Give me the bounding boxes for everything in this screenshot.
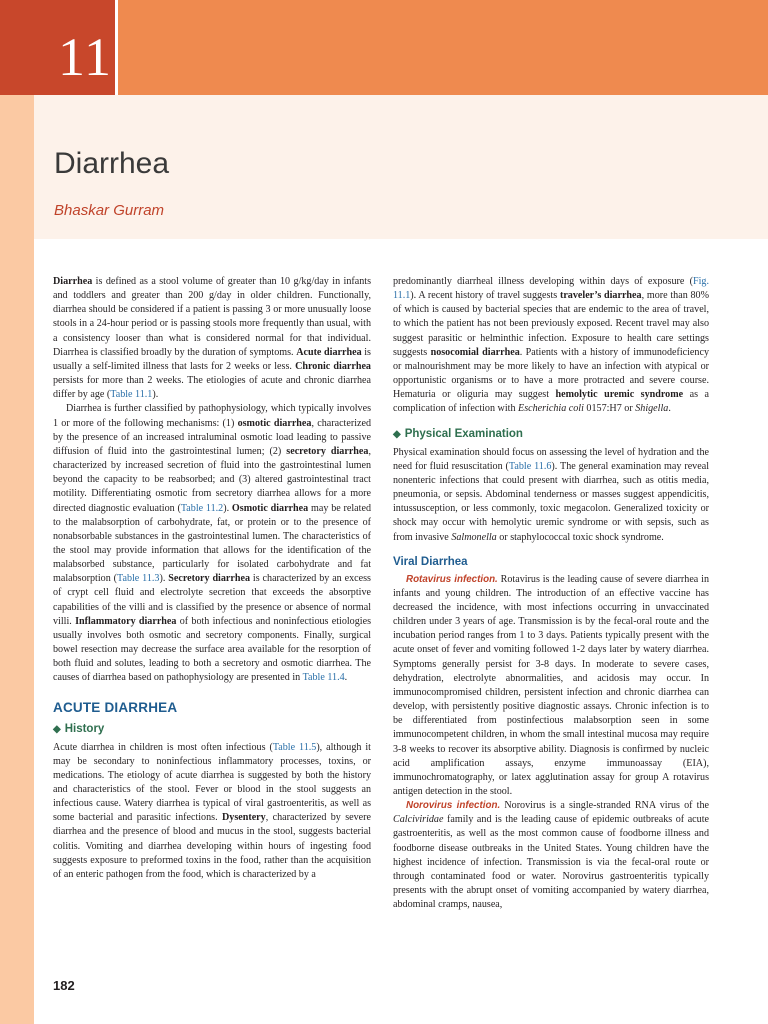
paragraph: Diarrhea is defined as a stool volume of greater than 10 g/kg/day in infants and toddlers and greater than 200 g/day in older children. Functionally, diarrhea should be considered if a patient is passing 3 or more unusually loose stools in a 24-hour period or is passing stools more frequently than usual, with a consistency looser than what is considered normal for that individual. Diarrhea is classified broadly by the duration of symptoms. Acute diarrhea is usually a self-limited illness that lasts for 2 weeks or less. Chronic diarrhea persists for more than 2 weeks. The etiologies of acute and chronic diarrhea differ by age (Table 11.1).: [53, 276, 371, 401]
italic-term: Shigella: [635, 403, 669, 415]
bold-term: nosocomial diarrhea: [430, 346, 520, 358]
subsection-heading-physical-examination: [393, 427, 709, 442]
section-heading-acute-diarrhea: ACUTE DIARRHEA: [53, 699, 178, 715]
bold-term: secretory diarrhea: [286, 445, 369, 457]
paragraph: Physical examination should focus on assessing the level of hydration and the need for fluid resuscitation (Table 11.6). The general examination may reveal nonenteric infections that could present with diarrhea, such as otitis media, pneumonia, or sepsis. Abdominal tenderness or masses suggest appendicitis, intussusception, or less commonly, toxic megacolon. Generalized toxicity or shock may occur with hemolytic uremic syndrome or with sepsis, such as from invasive Salmonella or staphylococcal toxic shock syndrome.: [393, 446, 709, 543]
diamond-bullet-icon: ◆: [393, 428, 401, 440]
chapter-number-box: [0, 0, 118, 95]
bold-term: Secretory diarrhea: [168, 573, 251, 585]
bold-term: osmotic diarrhea: [237, 417, 312, 429]
inline-heading: Norovirus infection.: [406, 800, 501, 812]
italic-term: Salmonella: [451, 531, 497, 543]
subsection-heading-history: [53, 722, 371, 737]
left-column: [53, 275, 371, 882]
bold-term: Inflammatory diarrhea: [75, 615, 177, 627]
bold-term: Dysentery: [221, 812, 266, 824]
italic-term: Calciviridae: [393, 814, 444, 826]
table-reference-link[interactable]: Table 11.4: [302, 672, 345, 684]
diamond-bullet-icon: ◆: [53, 723, 61, 735]
right-column: [393, 275, 709, 912]
subsection-heading-viral-diarrhea: Viral Diarrhea: [393, 555, 468, 568]
table-reference-link[interactable]: Table 11.1: [110, 389, 153, 401]
bold-term: Acute diarrhea: [296, 346, 362, 358]
table-reference-link[interactable]: Table 11.2: [180, 502, 224, 514]
bold-term: Chronic diarrhea: [295, 360, 371, 372]
table-reference-link[interactable]: Table 11.3: [117, 573, 160, 585]
bold-term: Osmotic diarrhea: [231, 502, 309, 514]
bold-term: Diarrhea: [53, 276, 93, 287]
inline-heading: Rotavirus infection.: [406, 573, 498, 585]
bold-term: traveler’s diarrhea: [559, 290, 642, 302]
subsection-heading-label: Physical Examination: [404, 427, 523, 440]
table-reference-link[interactable]: Table 11.6: [508, 460, 552, 472]
chapter-number: 11: [58, 27, 112, 87]
table-reference-link[interactable]: Fig. 11.1: [393, 276, 709, 302]
paragraph: Rotavirus infection. Rotavirus is the leading cause of severe diarrhea in infants and young children. The introduction of an effective vaccine has decreased the incidence, with most infections occurring in unvaccinated children under 3 years of age. Transmission is by the fecal-oral route and the incubation period ranges from 1 to 3 days. Patients typically present with the acute onset of fever and vomiting followed 1-2 days later by watery diarrhea. Symptoms generally persist for 3-8 days. In moderate to severe cases, dehydration, electrolyte abnormalities, and acidosis may occur. In immunocompromised children, persistent infection and chronic diarrhea can develop, with persistently positive diagnostic assays. Chronic infection is to be differentiated from postinfectious malabsorption seen in some immunocompetent children, in whom the small intestinal mucosa may require 3-8 weeks to recover its absorptive ability. Diagnosis is confirmed by nucleic acid amplification assays, enzyme immunoassay (EIA), immunochromatography, or latex agglutination assay for group A rotavirus antigen detection in the stool.: [393, 573, 709, 797]
paragraph: Diarrhea is further classified by pathophysiology, which typically involves 1 or more of the following mechanisms: (1) osmotic diarrhea, characterized by the presence of an increased intraluminal osmotic load leading to passive diffusion of fluid into the gastrointestinal lumen; (2) secretory diarrhea, characterized by increased secretion of fluid into the gastrointestinal lumen beyond the capacity to be reabsorbed; and (3) altered gastrointestinal tract motility. Differentiating osmotic from secretory diarrhea allows for a more directed diagnostic evaluation (Table 11.2). Osmotic diarrhea may be related to the malabsorption of carbohydrate, fat, or protein or to the presence of nonabsorbable substances in the gastrointestinal lumen. The characteristics of the stool may provide information that allows for the identification of the malabsorbed substance, particularly for isolated carbohydrate and fat malabsorption (Table 11.3). Secretory diarrhea is characterized by an excess of crypt cell fluid and electrolyte secretion that exceeds the absorptive capabilities of the villi and is classified by the presence or absence of normal villi. Inflammatory diarrhea of both infectious and noninfectious etiologies usually involves both osmotic and secretory components. Finally, surgical bowel resection may decrease the surface area available for the resorption of both fluid and solutes, leading to both a secretory and osmotic diarrhea. The causes of diarrhea based on pathophysiology are presented in Table 11.4.: [53, 403, 371, 684]
bold-term: hemolytic uremic syndrome: [555, 389, 684, 401]
italic-term: Escherichia coli: [518, 403, 584, 415]
paragraph: Acute diarrhea in children is most often infectious (Table 11.5), although it may be secondary to noninfectious inflammatory processes, toxins, or medications. The etiology of acute diarrhea is suggested by both the history and characteristics of the stool. Fever or blood in the stool suggests an infectious cause. Watery diarrhea is typical of viral gastroenteritis, as well as some bacterial and parasitic infections. Dysentery, characterized by severe diarrhea and the presence of blood and mucus in the stool, suggests bacterial colitis. Vomiting and diarrhea developing within hours of ingesting food suggests exposure to preformed toxins in the food, rather than the acquisition of an enteric pathogen from the food, which is characterized by a: [53, 741, 371, 880]
paragraph: predominantly diarrheal illness developing within days of exposure (Fig. 11.1). A recent history of travel suggests traveler’s diarrhea, more than 80% of which is caused by bacterial species that are endemic to the area of travel, to which the patient has not been previously exposed. Recent travel may also suggest parasitic or helminthic infection. Exposure to health care settings suggests nosocomial diarrhea. Patients with a history of immunodeficiency or malnourishment may be more likely to have an infection with atypical or opportunistic organisms or to have a more protracted and severe course. Hematuria or oliguria may suggest hemolytic uremic syndrome as a complication of infection with Escherichia coli 0157:H7 or Shigella.: [393, 276, 709, 415]
table-reference-link[interactable]: Table 11.5: [272, 741, 317, 753]
paragraph: Norovirus infection. Norovirus is a single-stranded RNA virus of the Calciviridae family and is the leading cause of epidemic outbreaks of acute gastroenteritis, as well as the most common cause of foodborne illness and foodborne disease outbreaks in the United States. Young children have the highest incidence of infection. Transmission is via the fecal-oral route or through contaminated food or water. Norovirus gastroenteritis typically presents with the abrupt onset of vomiting accompanied by watery diarrhea, abdominal cramps, nausea,: [393, 800, 709, 911]
page-number: 182: [53, 978, 75, 993]
subsection-heading-label: History: [64, 722, 105, 735]
chapter-title: Diarrhea: [54, 147, 170, 180]
author-name: Bhaskar Gurram: [54, 202, 165, 219]
left-margin-strip: [0, 95, 34, 1024]
